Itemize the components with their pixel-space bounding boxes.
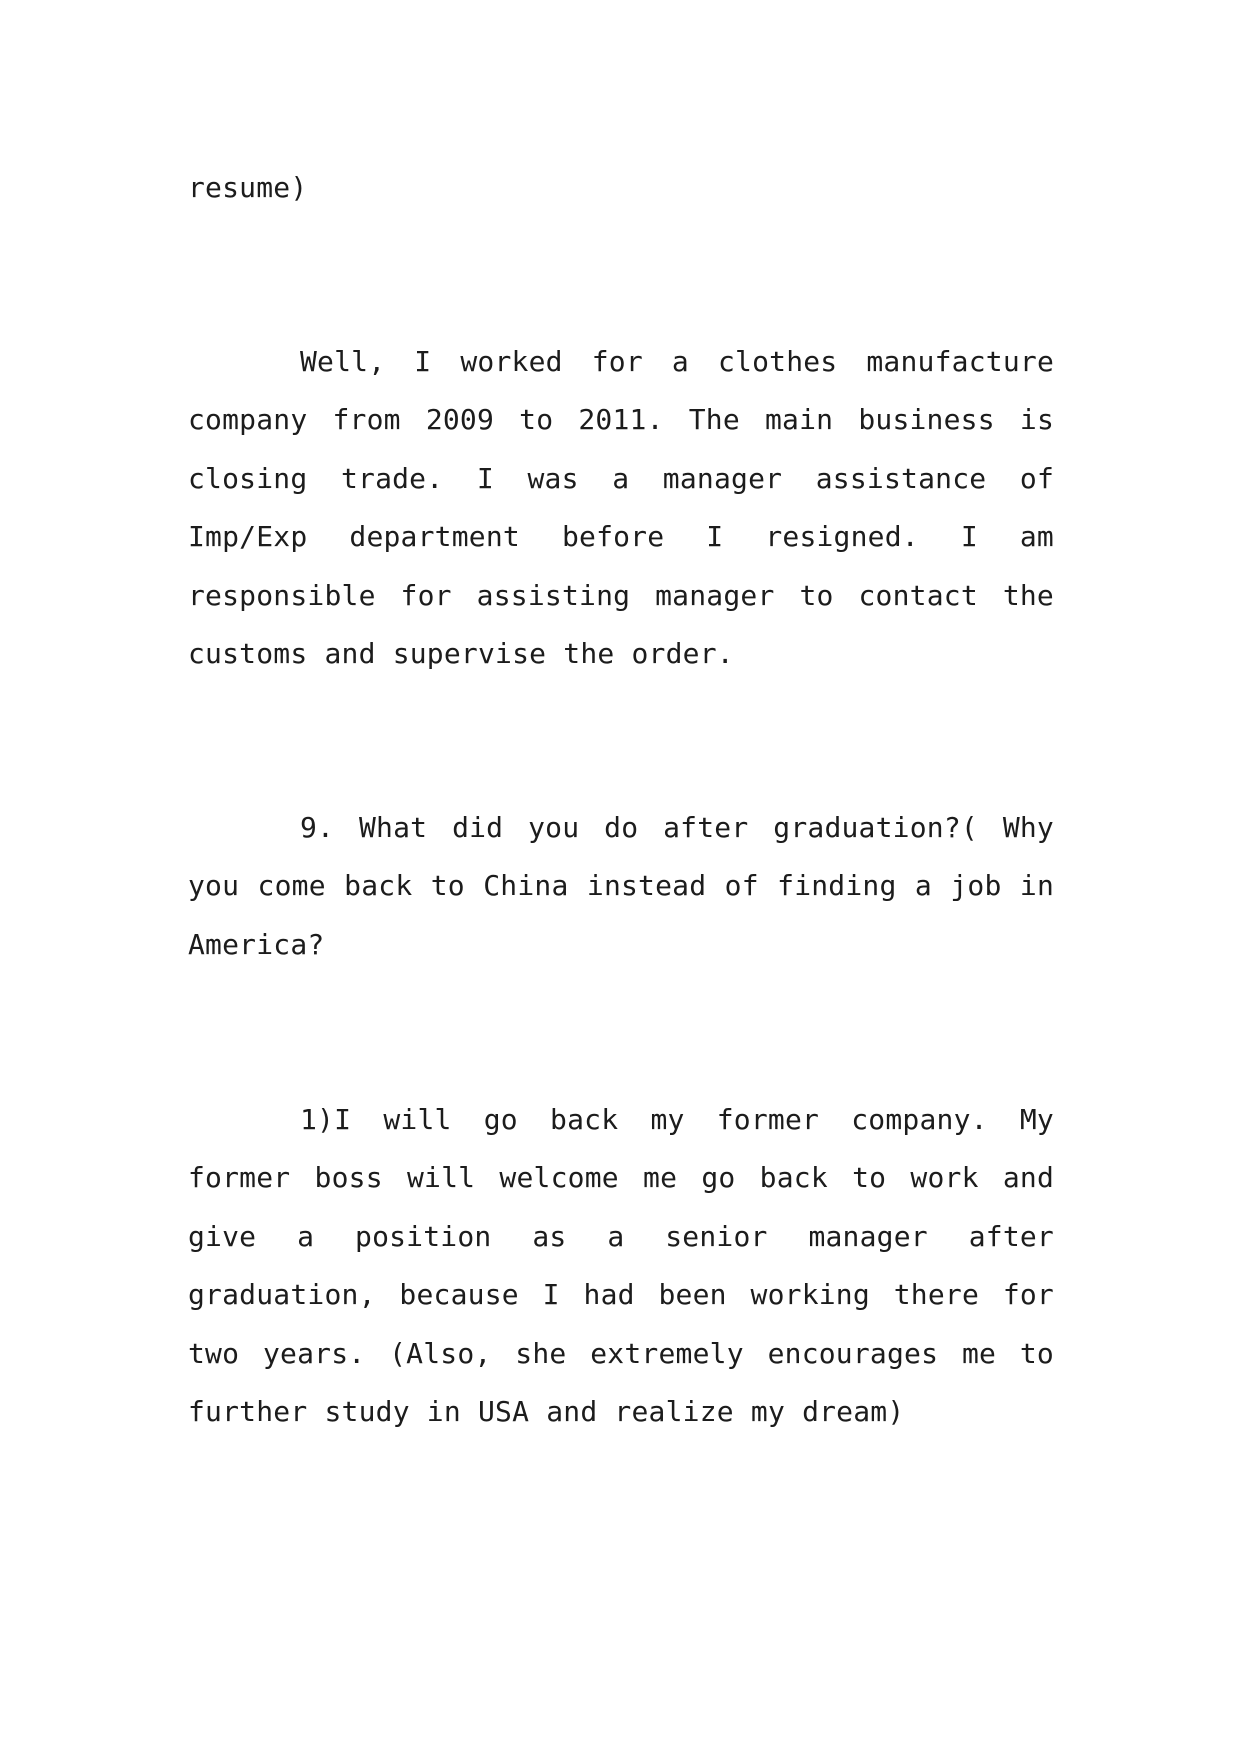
paragraph-answer-1: 1)I will go back my former company. My former boss will welcome me go back to work and give a position as a senior manager after graduation, because I had been working there for two years. (Also, she extremely encourages me to further study in USA and realize my dream): [188, 1103, 1054, 1429]
paragraph-resume-fragment: resume): [188, 171, 308, 204]
paragraph-question-9: 9. What did you do after graduation?( Why you come back to China instead of finding a job in America?: [188, 811, 1054, 961]
paragraph-work-experience: Well, I worked for a clothes manufacture company from 2009 to 2011. The main business is closing trade. I was a manager assistance of Imp/Exp department before I resigned. I am responsible for assisting manager to contact the customs and supervise the order.: [188, 345, 1054, 671]
